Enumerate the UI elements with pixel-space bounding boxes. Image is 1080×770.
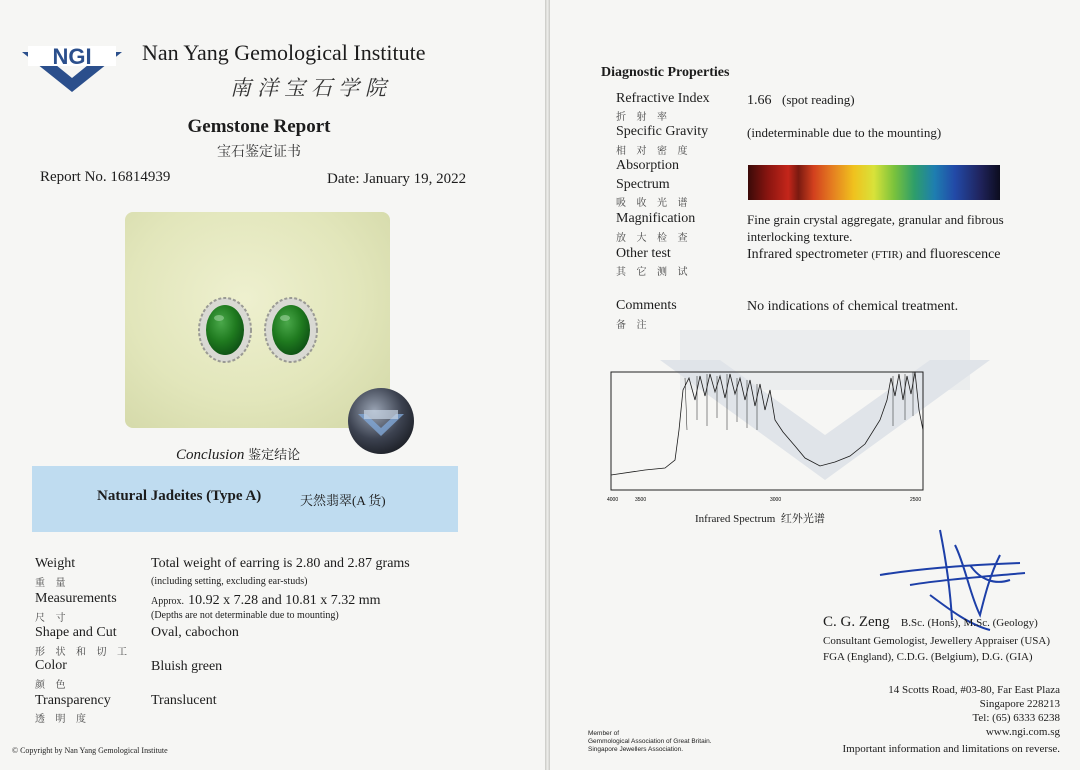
sg-value: (indeterminable due to the mounting) — [747, 125, 942, 140]
measurements-value: Approx. 10.92 x 7.28 and 10.81 x 7.32 mm — [151, 593, 381, 608]
other-test-label-cn: 其 它 测 试 — [616, 267, 692, 278]
report-title-cn: 宝石鉴定证书 — [217, 145, 301, 160]
diagnostic-title: Diagnostic Properties — [601, 65, 730, 80]
signer-name-line: C. G. Zeng B.Sc. (Hons), M.Sc. (Geology) — [823, 614, 1038, 630]
other-test-value: Infrared spectrometer (FTIR) and fluorescence — [747, 247, 1001, 262]
institute-chinese-name: 南洋宝石学院 — [230, 76, 392, 100]
conclusion-label: Conclusion 鉴定结论 — [176, 447, 301, 463]
hologram-seal-icon — [346, 386, 416, 456]
measurements-label-cn: 尺 寸 — [35, 613, 70, 624]
transparency-label-cn: 透 明 度 — [35, 714, 90, 725]
reverse-note: Important information and limitations on reverse. — [842, 743, 1060, 755]
copyright-note: © Copyright by Nan Yang Gemological Institute — [12, 746, 168, 755]
absorption-label: Absorption — [616, 158, 679, 173]
report-number: Report No. 16814939 — [40, 169, 171, 185]
weight-label: Weight — [35, 556, 76, 571]
infrared-spectrum-plot — [605, 370, 935, 510]
conclusion-value-cn: 天然翡翠(A 货) — [300, 493, 386, 508]
ri-label-cn: 折 射 率 — [616, 112, 671, 123]
svg-text:3000: 3000 — [770, 497, 782, 503]
weight-label-cn: 重 量 — [35, 578, 70, 589]
signer-title: Consultant Gemologist, Jewellery Appraiser (USA) — [823, 635, 1050, 647]
shape-label-cn: 形 状 和 切 工 — [35, 647, 131, 658]
membership-note: Member of Gemmological Association of Great Britain. Singapore Jewellers Association. — [588, 730, 712, 753]
shape-value: Oval, cabochon — [151, 625, 239, 640]
transparency-label: Transparency — [35, 693, 111, 708]
color-label-cn: 颜 色 — [35, 680, 70, 691]
absorption-spectrum-bar — [748, 165, 1000, 200]
ngi-logo-icon — [20, 38, 124, 94]
sg-label-cn: 相 对 密 度 — [616, 146, 692, 157]
absorption-label-line2: Spectrum — [616, 177, 670, 192]
magnification-label: Magnification — [616, 211, 696, 226]
comments-label: Comments — [616, 298, 677, 313]
report-date: Date: January 19, 2022 — [327, 171, 467, 187]
transparency-value: Translucent — [151, 693, 217, 708]
ri-value: 1.66 (spot reading) — [747, 92, 855, 108]
comments-value: No indications of chemical treatment. — [747, 299, 959, 314]
magnification-value: Fine grain crystal aggregate, granular and fibrous — [747, 212, 1004, 227]
signer-credentials: FGA (England), C.D.G. (Belgium), D.G. (GIA) — [823, 651, 1033, 663]
svg-text:3500: 3500 — [635, 497, 647, 503]
svg-text:4000: 4000 — [607, 497, 619, 503]
sg-label: Specific Gravity — [616, 124, 709, 139]
ri-label: Refractive Index — [616, 91, 710, 106]
institute-name: Nan Yang Gemological Institute — [142, 40, 426, 65]
weight-note: (including setting, excluding ear-studs) — [151, 576, 308, 587]
color-label: Color — [35, 658, 67, 673]
magnification-value-line2: interlocking texture. — [747, 229, 853, 244]
comments-label-cn: 备 注 — [616, 320, 651, 331]
color-value: Bluish green — [151, 659, 223, 674]
svg-text:NGI: NGI — [52, 44, 92, 69]
shape-label: Shape and Cut — [35, 625, 117, 640]
report-title: Gemstone Report — [187, 116, 331, 137]
measurements-label: Measurements — [35, 591, 117, 606]
institute-address: 14 Scotts Road, #03-80, Far East Plaza Singapore 228213 Tel: (65) 6333 6238 www.ngi.com.sg — [888, 684, 1060, 738]
conclusion-value: Natural Jadeites (Type A) — [97, 488, 262, 504]
spectrum-caption: Infrared Spectrum 红外光谱 — [695, 513, 825, 525]
measurements-note: (Depths are not determinable due to mounting) — [151, 610, 339, 621]
weight-value: Total weight of earring is 2.80 and 2.87 grams — [151, 556, 410, 571]
absorption-label-cn: 吸 收 光 谱 — [616, 198, 692, 209]
other-test-label: Other test — [616, 246, 671, 261]
report-back-page — [550, 0, 1080, 770]
magnification-label-cn: 放 大 检 查 — [616, 233, 692, 244]
svg-text:2500: 2500 — [910, 497, 922, 503]
